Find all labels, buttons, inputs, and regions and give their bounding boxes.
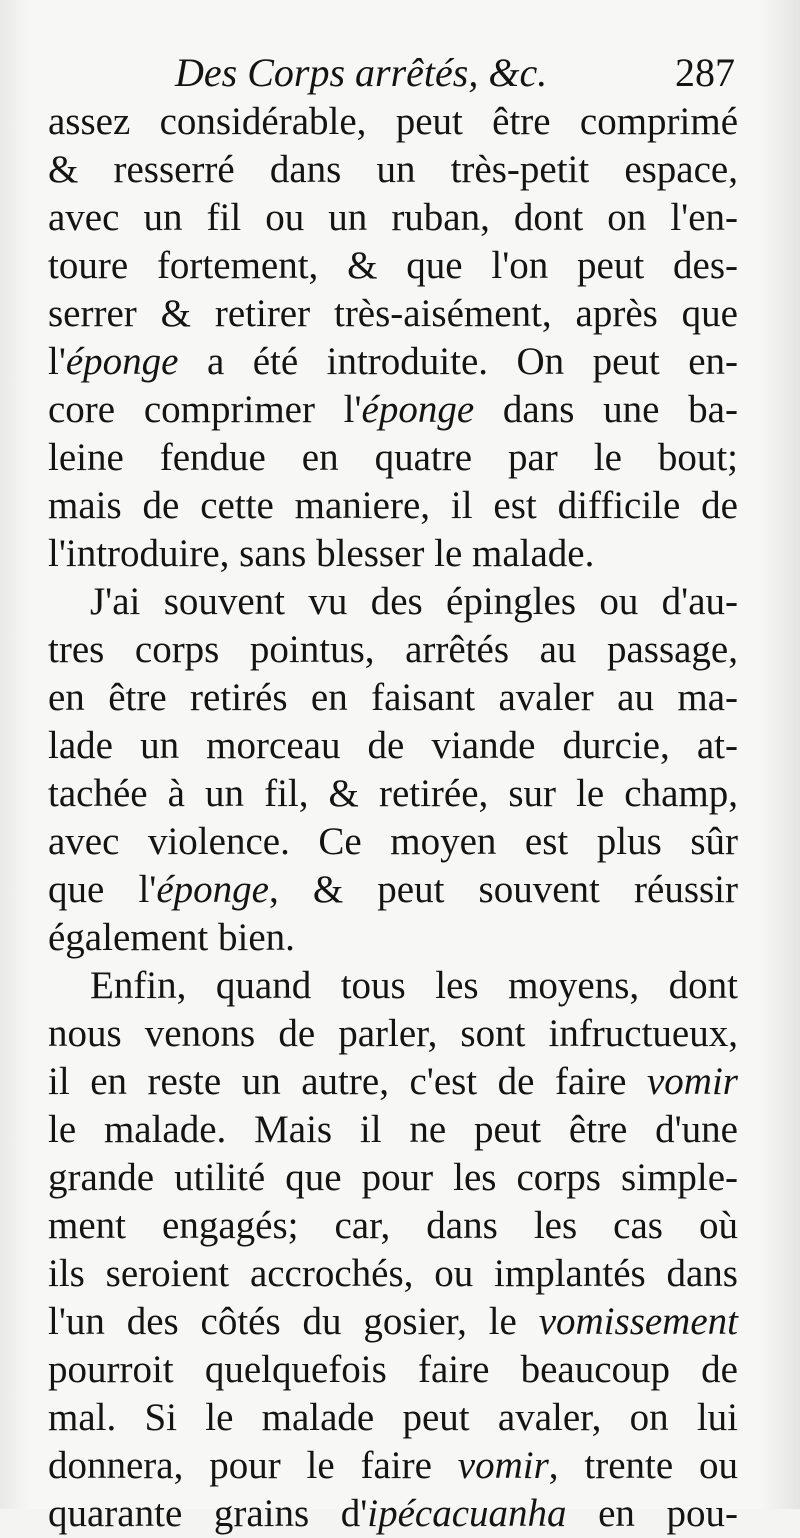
text-line: core comprimer l'éponge dans une ba- (48, 388, 738, 431)
text-line: également bien. (48, 916, 295, 959)
text-line: & resserré dans un très-petit espace, (48, 148, 738, 191)
page-number: 287 (675, 50, 735, 95)
paragraph-first-line: Enfin, quand tous les moyens, dont (90, 964, 738, 1007)
text-line: tachée à un fil, & retirée, sur le champ, (48, 772, 738, 815)
text-line: ils seroient accrochés, ou implantés dans (48, 1252, 738, 1295)
text-line: en être retirés en faisant avaler au ma- (48, 676, 738, 719)
text-line: quarante grains d'ipécacuanha en pou- (48, 1492, 738, 1535)
text-line: l'introduire, sans blesser le malade. (48, 532, 595, 575)
text-line: que l'éponge, & peut souvent réussir (48, 868, 738, 911)
text-line: serrer & retirer très-aisément, après que (48, 292, 738, 335)
text-line: avec violence. Ce moyen est plus sûr (48, 820, 738, 863)
text-line: donnera, pour le faire vomir, trente ou (48, 1444, 739, 1487)
text-line: toure fortement, & que l'on peut des- (48, 244, 738, 287)
running-header (175, 48, 735, 98)
text-line: tres corps pointus, arrêtés au passage, (48, 628, 738, 671)
text-line: nous venons de parler, sont infructueux, (48, 1012, 738, 1055)
text-line: il en reste un autre, c'est de faire vomir (48, 1060, 738, 1103)
text-line: mais de cette maniere, il est difficile de (48, 484, 738, 527)
running-title: Des Corps arrêtés, &c. (175, 50, 548, 95)
text-line: lade un morceau de viande durcie, at- (48, 724, 738, 767)
text-line: pourroit quelquefois faire beaucoup de (48, 1348, 738, 1391)
text-line: ment engagés; car, dans les cas où (48, 1204, 738, 1247)
text-line: avec un fil ou un ruban, dont on l'en- (48, 196, 738, 239)
body-text (48, 98, 738, 1538)
text-line: leine fendue en quatre par le bout; (48, 436, 738, 479)
paragraph-first-line: J'ai souvent vu des épingles ou d'au- (90, 580, 738, 623)
text-line: l'éponge a été introduite. On peut en- (48, 340, 738, 383)
text-line: assez considérable, peut être comprimé (48, 100, 738, 143)
text-line: mal. Si le malade peut avaler, on lui (48, 1396, 738, 1439)
text-line: grande utilité que pour les corps simple- (48, 1156, 738, 1199)
text-line: le malade. Mais il ne peut être d'une (48, 1108, 738, 1151)
text-line: l'un des côtés du gosier, le vomissement (48, 1300, 738, 1343)
